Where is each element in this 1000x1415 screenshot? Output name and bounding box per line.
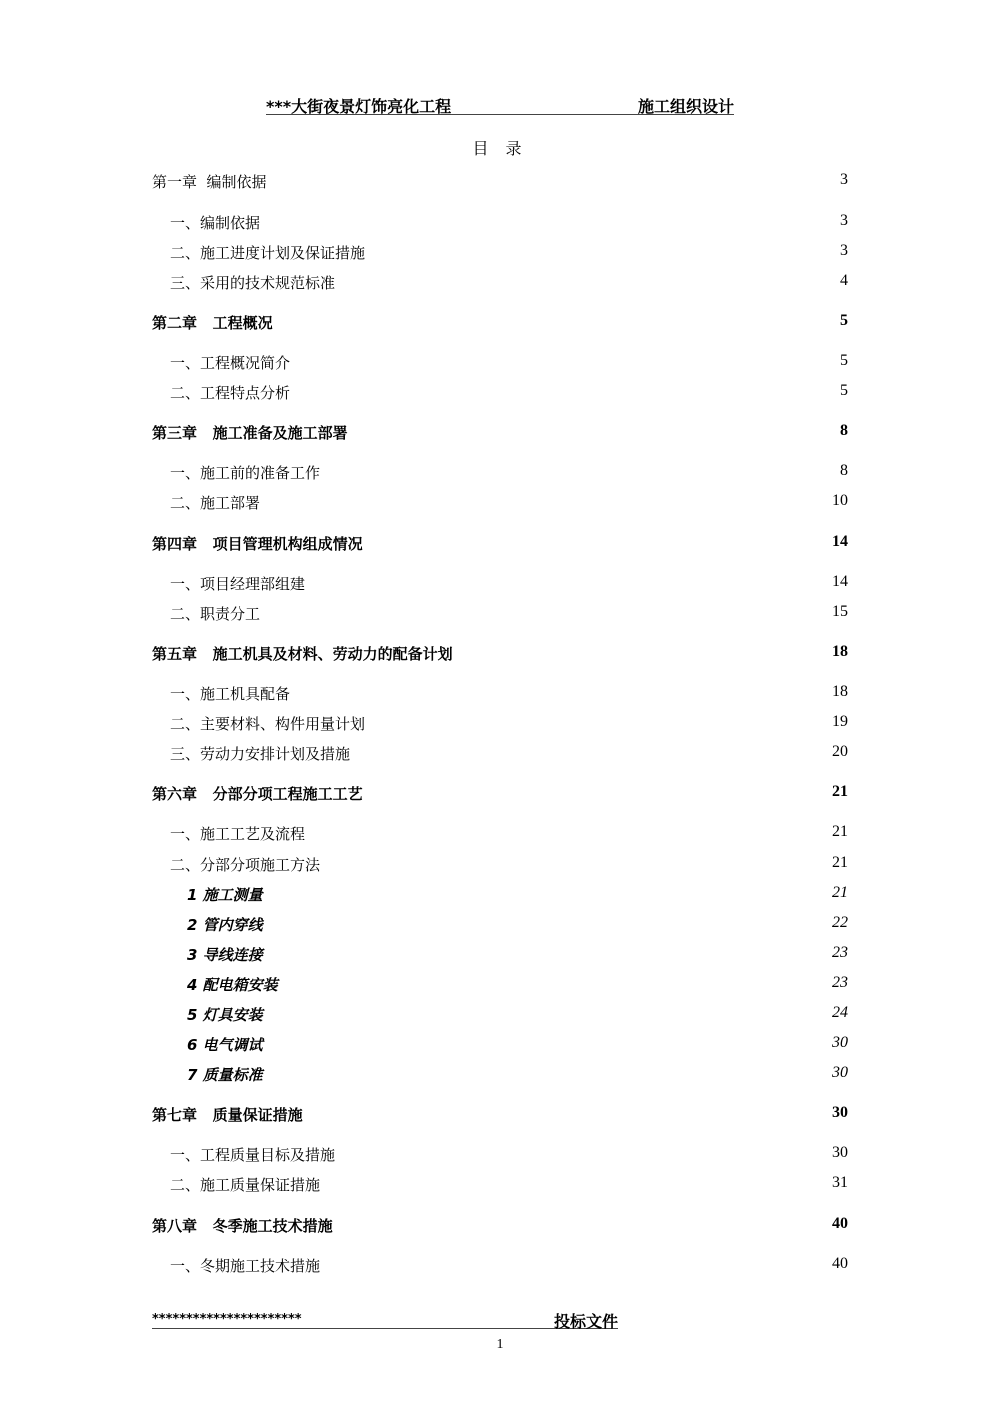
- page-header: [266, 94, 734, 115]
- toc-entry-page: 5: [840, 312, 848, 329]
- toc-entry-page: 3: [840, 242, 848, 259]
- toc-entry-page: 30: [832, 1104, 848, 1121]
- toc-entry[interactable]: [0, 1215, 1000, 1237]
- header-doc-type: 施工组织设计: [637, 97, 734, 116]
- toc-entry-page: 24: [832, 1004, 848, 1021]
- toc-entry[interactable]: [0, 603, 1000, 625]
- toc-entry-title: 第三章 施工准备及施工部署: [152, 424, 348, 442]
- toc-entry-page: 40: [832, 1255, 848, 1272]
- header-project-title: ***大街夜景灯饰亮化工程: [266, 97, 452, 116]
- toc-entry-title: 2 管内穿线: [187, 916, 263, 934]
- toc-entry[interactable]: [0, 713, 1000, 735]
- toc-entry-title: 第四章 项目管理机构组成情况: [152, 535, 363, 553]
- toc-entry-page: 21: [832, 854, 848, 871]
- toc-entry-title: 一、施工工艺及流程: [170, 825, 306, 843]
- toc-entry[interactable]: [0, 1144, 1000, 1166]
- toc-entry[interactable]: [0, 914, 1000, 936]
- toc-entry-page: 30: [832, 1144, 848, 1161]
- toc-entry-title: 一、冬期施工技术措施: [170, 1257, 321, 1275]
- toc-entry-title: 二、施工质量保证措施: [170, 1176, 321, 1194]
- toc-title: 目 录: [472, 139, 528, 158]
- toc-entry-title: 一、施工机具配备: [170, 685, 291, 703]
- toc-entry-title: 二、分部分项施工方法: [170, 856, 321, 874]
- toc-entry-page: 40: [832, 1215, 848, 1232]
- toc-entry[interactable]: [0, 783, 1000, 805]
- toc-entry-title: 6 电气调试: [187, 1036, 263, 1054]
- toc-entry-title: 二、主要材料、构件用量计划: [170, 715, 366, 733]
- toc-entry-page: 31: [832, 1174, 848, 1191]
- toc-entry[interactable]: [0, 171, 1000, 193]
- toc-entry[interactable]: [0, 352, 1000, 374]
- toc-entry-page: 5: [840, 382, 848, 399]
- toc-entry[interactable]: [0, 1255, 1000, 1277]
- toc-entry[interactable]: [0, 974, 1000, 996]
- toc-entry[interactable]: [0, 1104, 1000, 1126]
- toc-entry[interactable]: [0, 242, 1000, 264]
- toc-entry-page: 5: [840, 352, 848, 369]
- toc-entry[interactable]: [0, 854, 1000, 876]
- toc-entry-title: 第五章 施工机具及材料、劳动力的配备计划: [152, 645, 453, 663]
- toc-entry-page: 30: [832, 1064, 848, 1081]
- page-footer: [152, 1309, 618, 1329]
- toc-entry-title: 第六章 分部分项工程施工工艺: [152, 785, 363, 803]
- toc-entry[interactable]: [0, 683, 1000, 705]
- toc-entry[interactable]: [0, 643, 1000, 665]
- toc-entry[interactable]: [0, 944, 1000, 966]
- toc-entry[interactable]: [0, 312, 1000, 334]
- toc-entry-title: 一、编制依据: [170, 214, 261, 232]
- toc-entry-title: 二、施工部署: [170, 494, 261, 512]
- toc-entry-page: 21: [832, 884, 848, 901]
- toc-entry-page: 15: [832, 603, 848, 620]
- toc-entry-page: 3: [840, 171, 848, 188]
- toc-entry-title: 1 施工测量: [187, 886, 263, 904]
- toc-entry-page: 14: [832, 533, 848, 550]
- toc-entry-title: 一、项目经理部组建: [170, 575, 306, 593]
- toc-entry[interactable]: [0, 1034, 1000, 1056]
- toc-entry[interactable]: [0, 573, 1000, 595]
- toc-entry-title: 第八章 冬季施工技术措施: [152, 1217, 333, 1235]
- toc-entry-page: 23: [832, 974, 848, 991]
- toc-entry-title: 7 质量标准: [187, 1066, 263, 1084]
- toc-entry[interactable]: [0, 1064, 1000, 1086]
- toc-entry[interactable]: [0, 533, 1000, 555]
- toc-entry[interactable]: [0, 1174, 1000, 1196]
- toc-entry[interactable]: [0, 272, 1000, 294]
- toc-entry-page: 30: [832, 1034, 848, 1051]
- toc-entry-page: 18: [832, 643, 848, 660]
- toc-entry-title: 一、工程概况简介: [170, 354, 291, 372]
- toc-entry[interactable]: [0, 382, 1000, 404]
- toc-entry-title: 第一章 编制依据: [152, 173, 267, 191]
- toc-entry-page: 18: [832, 683, 848, 700]
- toc-entry-page: 8: [840, 422, 848, 439]
- toc-entry-title: 一、施工前的准备工作: [170, 464, 321, 482]
- toc-entry[interactable]: [0, 492, 1000, 514]
- toc-entry-title: 二、施工进度计划及保证措施: [170, 244, 366, 262]
- toc-entry-page: 20: [832, 743, 848, 760]
- toc-entry-title: 二、工程特点分析: [170, 384, 291, 402]
- toc-entry-title: 三、采用的技术规范标准: [170, 274, 336, 292]
- toc-entry[interactable]: [0, 743, 1000, 765]
- toc-entry-title: 第七章 质量保证措施: [152, 1106, 303, 1124]
- toc-entry-page: 4: [840, 272, 848, 289]
- toc-entry-title: 3 导线连接: [187, 946, 263, 964]
- toc-entry-page: 23: [832, 944, 848, 961]
- toc-entry[interactable]: [0, 212, 1000, 234]
- toc-entry-page: 21: [832, 783, 848, 800]
- footer-right: 投标文件: [553, 1312, 618, 1331]
- toc-entry[interactable]: [0, 422, 1000, 444]
- toc-entry-title: 5 灯具安装: [187, 1006, 263, 1024]
- toc-entry-page: 14: [832, 573, 848, 590]
- toc-entry-title: 4 配电箱安装: [187, 976, 278, 994]
- toc-entry-title: 二、职责分工: [170, 605, 261, 623]
- toc-entry-page: 3: [840, 212, 848, 229]
- toc-entry-page: 21: [832, 823, 848, 840]
- toc-entry-title: 第二章 工程概况: [152, 314, 273, 332]
- toc-entry-page: 22: [832, 914, 848, 931]
- footer-left: **********************: [152, 1312, 302, 1327]
- toc-entry-page: 19: [832, 713, 848, 730]
- toc-entry-page: 8: [840, 462, 848, 479]
- toc-entry-title: 三、劳动力安排计划及措施: [170, 745, 351, 763]
- toc-entry-title: 一、工程质量目标及措施: [170, 1146, 336, 1164]
- toc-entry[interactable]: [0, 884, 1000, 906]
- toc-entry[interactable]: [0, 823, 1000, 845]
- page-number: 1: [496, 1337, 504, 1352]
- toc-entry-page: 10: [832, 492, 848, 509]
- toc-entry[interactable]: [0, 1004, 1000, 1026]
- toc-entry[interactable]: [0, 462, 1000, 484]
